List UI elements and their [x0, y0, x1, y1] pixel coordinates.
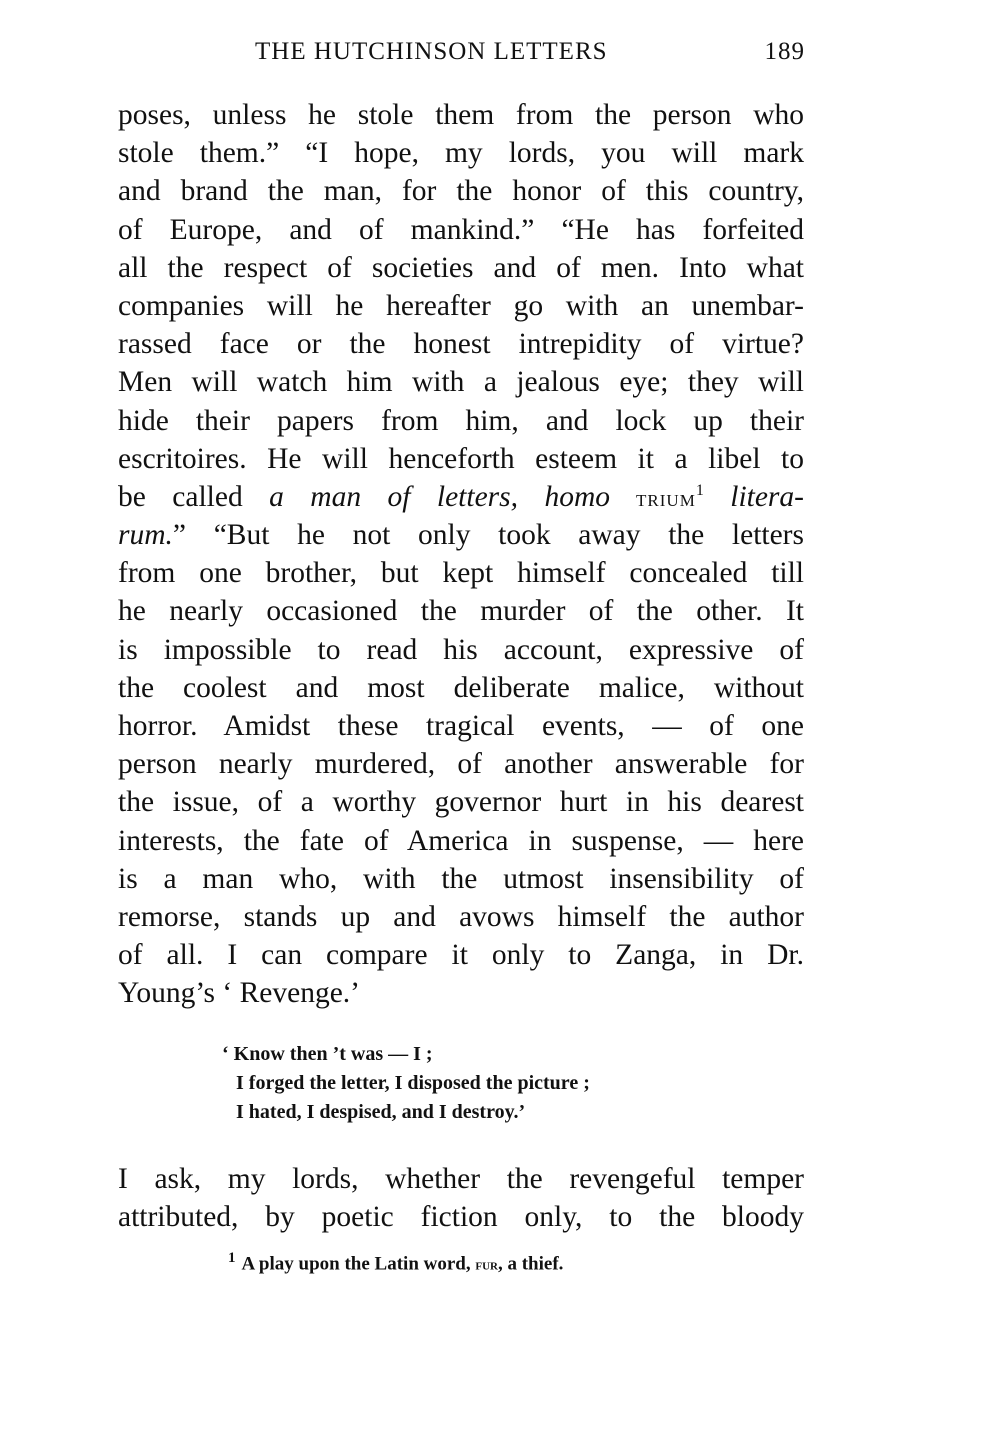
footnote-text: , a thief.	[497, 1253, 564, 1275]
italic-phrase: a man of letters,	[269, 480, 519, 513]
text-line: he nearly occasioned the murder of the other. It	[118, 595, 804, 628]
footnote-marker: 1	[695, 482, 704, 500]
text-line: is impossible to read his account, expressive of	[118, 633, 804, 666]
text-line: person nearly murdered, of another answerable for	[118, 748, 804, 781]
italic-phrase: rum.	[118, 519, 173, 552]
verse-quotation	[222, 1040, 590, 1127]
text-line: the coolest and most deliberate malice, without	[118, 671, 804, 704]
running-title: THE HUTCHINSON LETTERS	[255, 38, 608, 65]
small-caps-word: trium	[610, 485, 696, 512]
text-line: attributed, by poetic fiction only, to the bloody	[118, 1201, 804, 1234]
text-line: of all. I can compare it only to Zanga, in Dr.	[118, 939, 804, 972]
italic-phrase: homo	[544, 480, 610, 513]
text-line: interests, the fate of America in suspense, — here	[118, 824, 804, 857]
footnote-text: A play upon the Latin word,	[241, 1253, 476, 1275]
text-line-with-italics	[118, 516, 804, 554]
text-line: of Europe, and of mankind.” “He has forfeited	[118, 213, 804, 246]
text-line-with-italics	[118, 478, 804, 516]
text-line: companies will he hereafter go with an unembar-	[118, 289, 804, 322]
closing-paragraph	[118, 1160, 804, 1236]
text-line: Men will watch him with a jealous eye; they will	[118, 366, 804, 399]
text-line: the issue, of a worthy governor hurt in his dearest	[118, 786, 804, 819]
text-line: is a man who, with the utmost insensibility of	[118, 862, 804, 895]
text-line: poses, unless he stole them from the person who	[118, 99, 804, 131]
main-paragraph	[118, 96, 804, 1013]
text-fragment: be called	[118, 480, 270, 513]
text-line: I ask, my lords, whether the revengeful temper	[118, 1163, 804, 1195]
text-line: rassed face or the honest intrepidity of virtue?	[118, 328, 804, 361]
text-line: and brand the man, for the honor of this country,	[118, 175, 804, 208]
text-line: escritoires. He will henceforth esteem it a libel to	[118, 442, 804, 475]
verse-line: ‘ Know then ’t was — I ;	[222, 1043, 433, 1065]
italic-phrase: litera-	[703, 480, 804, 513]
verse-line: I forged the letter, I disposed the picture ;	[236, 1072, 590, 1094]
footnote	[228, 1250, 563, 1275]
text-line: stole them.” “I hope, my lords, you will mark	[118, 137, 804, 170]
text-line: horror. Amidst these tragical events, — of one	[118, 710, 804, 742]
page-number: 189	[764, 38, 805, 65]
text-line: hide their papers from him, and lock up their	[118, 404, 804, 437]
text-line: Young’s ‘ Revenge.’	[118, 977, 361, 1010]
verse-line: I hated, I despised, and I destroy.’	[236, 1101, 526, 1123]
text-line: all the respect of societies and of men. Into what	[118, 251, 804, 284]
text-line: from one brother, but kept himself concealed till	[118, 557, 804, 590]
small-caps-word: fur	[475, 1256, 498, 1274]
text-fragment	[518, 481, 544, 513]
footnote-marker: 1	[228, 1250, 236, 1266]
text-fragment: ” “But he not only took away the letters	[172, 519, 804, 552]
text-line: remorse, stands up and avows himself the author	[118, 900, 804, 933]
